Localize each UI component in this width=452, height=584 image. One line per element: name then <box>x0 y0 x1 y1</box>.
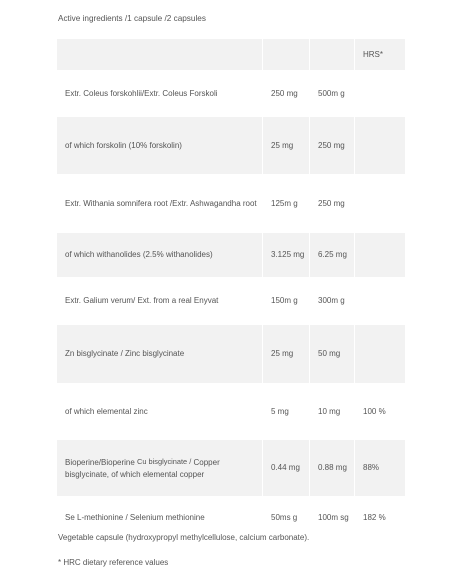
table-row <box>57 233 405 277</box>
table-row <box>57 440 405 496</box>
amount-1-capsule: 3.125 mg <box>262 233 309 277</box>
table-row <box>57 277 405 325</box>
ingredient-name: Extr. Withania somnifera root /Extr. Ashwagandha root <box>57 174 262 233</box>
ingredient-name-part: Copper bisglycinate, of which elemental copper <box>65 458 220 479</box>
ingredient-name: of which elemental zinc <box>57 383 262 440</box>
amount-1-capsule: 150m g <box>262 277 309 325</box>
amount-1-capsule: 0.44 mg <box>262 440 309 496</box>
amount-2-capsules: 100m sg <box>309 496 354 540</box>
hrs-value <box>354 117 405 174</box>
ingredients-table <box>57 39 405 540</box>
ingredient-name: Extr. Coleus forskohlii/Extr. Coleus Forskoli <box>57 70 262 117</box>
amount-2-capsules: 6.25 mg <box>309 233 354 277</box>
header-cell-ingredient <box>57 39 262 70</box>
table-header-row <box>57 39 405 70</box>
ingredient-name: Zn bisglycinate / Zinc bisglycinate <box>57 325 262 383</box>
amount-1-capsule: 5 mg <box>262 383 309 440</box>
hrs-value: 88% <box>354 440 405 496</box>
ingredient-name: Se L-methionine / Selenium methionine <box>57 496 262 540</box>
hrs-value <box>354 174 405 233</box>
ingredient-name-part: Bioperine/Bioperine <box>65 458 138 467</box>
hrs-value: 182 % <box>354 496 405 540</box>
table-row <box>57 174 405 233</box>
hrs-value <box>354 233 405 277</box>
amount-2-capsules: 250 mg <box>309 117 354 174</box>
amount-2-capsules: 500m g <box>309 70 354 117</box>
ingredient-name: of which forskolin (10% forskolin) <box>57 117 262 174</box>
amount-1-capsule: 25 mg <box>262 117 309 174</box>
hrs-value <box>354 277 405 325</box>
hrs-value: 100 % <box>354 383 405 440</box>
intro-text: Active ingredients /1 capsule /2 capsules <box>58 14 206 23</box>
table-row <box>57 325 405 383</box>
table-row <box>57 383 405 440</box>
hrs-value <box>354 70 405 117</box>
reference-values-note: * HRC dietary reference values <box>58 558 169 567</box>
header-cell-2-capsules <box>309 39 354 70</box>
table-row <box>57 70 405 117</box>
amount-2-capsules: 10 mg <box>309 383 354 440</box>
capsule-note: Vegetable capsule (hydroxypropyl methylcellulose, calcium carbonate). <box>58 533 310 542</box>
hrs-value <box>354 325 405 383</box>
amount-1-capsule: 50ms g <box>262 496 309 540</box>
amount-2-capsules: 50 mg <box>309 325 354 383</box>
amount-1-capsule: 250 mg <box>262 70 309 117</box>
amount-2-capsules: 250 mg <box>309 174 354 233</box>
amount-2-capsules: 0.88 mg <box>309 440 354 496</box>
header-cell-hrs: HRS* <box>354 39 405 70</box>
amount-2-capsules: 300m g <box>309 277 354 325</box>
ingredient-name-part: Cu bisglycinate / <box>137 457 192 466</box>
ingredient-name <box>57 440 262 496</box>
table-row <box>57 117 405 174</box>
amount-1-capsule: 25 mg <box>262 325 309 383</box>
ingredient-name: of which withanolides (2.5% withanolides) <box>57 233 262 277</box>
header-cell-1-capsule <box>262 39 309 70</box>
amount-1-capsule: 125m g <box>262 174 309 233</box>
ingredient-name: Extr. Galium verum/ Ext. from a real Enyvat <box>57 277 262 325</box>
